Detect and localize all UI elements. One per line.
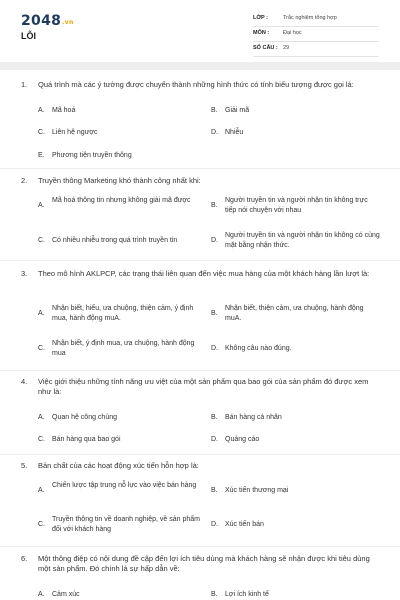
option-key: B. <box>211 591 218 598</box>
question-text: Quá trình mà các ý tưởng được chuyển thành những hình thức có tính biểu tượng được gọi là: <box>38 80 354 89</box>
option-key: C. <box>38 521 45 528</box>
quiz-meta <box>253 14 379 59</box>
meta-value: Đại học <box>283 30 302 36</box>
option-text: Mã hoá <box>52 107 76 114</box>
question-text: Một thông điệp có nội dung đề cập đến lợi ích tiêu dùng mà khách hàng sẽ nhận được khi tiêu dùng một sản phẩm. Đó chính là sự hấp dẫn về: <box>38 554 370 573</box>
question-number: 5. <box>21 461 28 470</box>
option-key: D. <box>211 237 218 244</box>
option-key: A. <box>38 591 45 598</box>
option-key: D. <box>211 521 218 528</box>
option-key: E. <box>38 152 45 159</box>
question-separator <box>0 370 400 371</box>
question-number: 6. <box>21 554 28 563</box>
option-key: B. <box>211 107 218 114</box>
meta-label: LỚP : <box>253 15 268 21</box>
option-text: Truyền thông tin về doanh nghiệp, về sản phẩm đối với khách hàng <box>52 516 201 533</box>
meta-value: Trắc nghiệm tổng hợp <box>283 15 337 21</box>
option-text: Chiến lược tập trung nỗ lực vào việc bán hàng <box>52 482 197 489</box>
option-key: C. <box>38 345 45 352</box>
question-number: 4. <box>21 377 28 386</box>
option-key: C. <box>38 129 45 136</box>
question-text: Việc giới thiệu những tính năng ưu việt của một sản phẩm qua bao gói của sản phẩm đó được xem như là: <box>38 377 369 396</box>
question-text: Bản chất của các hoạt động xúc tiến hỗn hợp là: <box>38 461 199 470</box>
option-text: Liên hệ ngược <box>52 129 98 136</box>
option-text: Xúc tiến thương mại <box>225 487 289 494</box>
meta-row-subject <box>253 29 379 42</box>
option-text: Quảng cáo <box>225 436 260 443</box>
site-logo[interactable] <box>21 13 74 29</box>
option-text: Bán hàng cá nhân <box>225 414 282 421</box>
option-text: Phương tiện truyền thông <box>52 152 132 159</box>
option-key: C. <box>38 436 45 443</box>
question-separator <box>0 168 400 169</box>
logo-suffix: .vn <box>62 19 74 26</box>
option-key: A. <box>38 414 45 421</box>
option-key: B. <box>211 487 218 494</box>
question-text: Truyền thông Marketing khó thành công nhất khi: <box>38 176 201 185</box>
page-header <box>0 0 400 62</box>
meta-label: MÔN : <box>253 30 270 36</box>
option-text: Giải mã <box>225 107 250 114</box>
logo-text: 2048 <box>21 13 62 29</box>
option-key: D. <box>211 345 218 352</box>
option-text: Nhận biết, ý định mua, ưa chuộng, hành động mua <box>52 340 195 357</box>
option-text: Nhiễu <box>225 129 244 136</box>
option-text: Người truyền tin và người nhận tin không trực tiếp nói chuyện với nhau <box>225 197 368 214</box>
question-number: 3. <box>21 269 28 278</box>
option-key: B. <box>211 310 218 317</box>
option-text: Mã hoá thông tin nhưng không giải mã được <box>52 197 191 204</box>
option-text: Nhận biết, hiểu, ưa chuộng, thiện cảm, ý định mua, hành động muA. <box>52 305 194 322</box>
option-text: Người truyền tin và người nhận tin không có cùng mặt bằng nhận thức. <box>225 232 380 249</box>
question-number: 1. <box>21 80 28 89</box>
question-text: Theo mô hình AKLPCP, các trạng thái liên quan đến việc mua hàng của một khách hàng lần lượt là: <box>38 269 370 278</box>
question-separator <box>0 454 400 455</box>
question-separator <box>0 260 400 261</box>
question-separator <box>0 546 400 547</box>
option-key: A. <box>38 107 45 114</box>
option-text: Nhận biết, thiện cảm, ưa chuộng, hành động muA. <box>225 305 364 322</box>
meta-label: SỐ CÂU : <box>253 45 278 51</box>
header-divider <box>0 62 400 70</box>
question-number: 2. <box>21 176 28 185</box>
meta-value: 29 <box>283 45 290 51</box>
option-key: D. <box>211 129 218 136</box>
option-key: D. <box>211 436 218 443</box>
option-text: Quan hệ công chúng <box>52 414 117 421</box>
option-text: Không câu nào đúng. <box>225 345 292 352</box>
option-text: Xúc tiến bán <box>225 521 264 528</box>
meta-row-count <box>253 44 379 57</box>
option-text: Bán hàng qua bao gói <box>52 436 121 443</box>
option-key: A. <box>38 310 45 317</box>
option-key: A. <box>38 487 45 494</box>
option-key: B. <box>211 202 218 209</box>
option-text: Cảm xúc <box>52 591 80 598</box>
option-text: Lợi ích kinh tế <box>225 591 269 598</box>
page-title: LỖI <box>21 31 36 41</box>
option-key: A. <box>38 202 45 209</box>
option-text: Có nhiều nhiễu trong quá trình truyền tin <box>52 237 178 244</box>
option-key: B. <box>211 414 218 421</box>
option-key: C. <box>38 237 45 244</box>
meta-row-class <box>253 14 379 27</box>
